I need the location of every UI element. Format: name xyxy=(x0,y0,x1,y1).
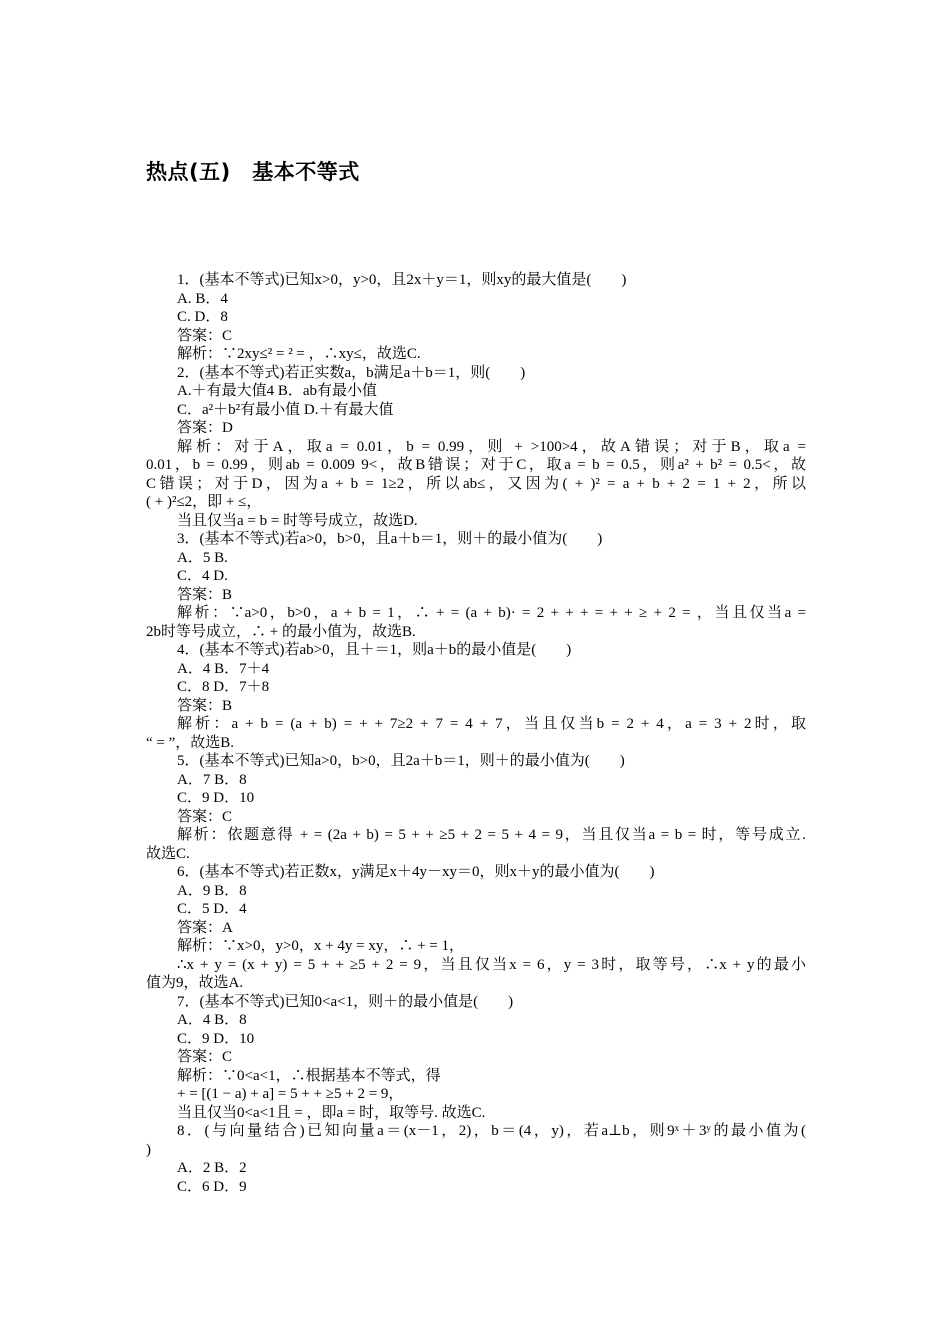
text-line: 答案：B xyxy=(177,586,233,603)
text-line: 答案：A xyxy=(177,919,233,936)
text-line: C．8 D．7＋8 xyxy=(177,679,270,695)
text-line: 0.01，b = 0.99，则ab = 0.009 9<，故B错误；对于C，取a = b = 0.5，则a² + b² = 0.5<，故 xyxy=(146,457,806,473)
text-line: A．4 B．7＋4 xyxy=(177,660,270,677)
text-line: 当且仅当0<a<1且 = ，即a = 时，取等号. 故选C. xyxy=(177,1104,486,1121)
text-line: C错误；对于D，因为a + b = 1≥2，所以ab≤，又因为( + )² = a + b + 2 = 1 + 2，所以 xyxy=(146,475,806,492)
text-line: C．9 D．10 xyxy=(177,1030,255,1047)
text-line: A．7 B．8 xyxy=(177,771,247,788)
text-line: ) xyxy=(146,1141,151,1158)
document-body xyxy=(146,271,806,1196)
text-line: 2b时等号成立，∴ + 的最小值为，故选B. xyxy=(146,623,416,640)
text-line: 答案：C xyxy=(177,1049,233,1065)
text-line: C．5 D．4 xyxy=(177,901,247,917)
text-line: 故选C. xyxy=(146,845,190,862)
text-line: 2．(基本不等式)若正实数a，b满足a＋b＝1，则( ) xyxy=(177,364,526,381)
text-line: + = [(1 − a) + a] = 5 + + ≥5 + 2 = 9， xyxy=(177,1086,404,1102)
text-line: A.＋有最大值4 B．ab有最小值 xyxy=(177,383,377,399)
text-line: 4．(基本不等式)若ab>0，且＋＝1，则a＋b的最小值是( ) xyxy=(177,642,572,658)
text-line: 7．(基本不等式)已知0<a<1，则＋的最小值是( ) xyxy=(177,993,514,1010)
text-line: C．4 D. xyxy=(177,568,228,584)
text-line: A．5 B. xyxy=(177,549,228,566)
text-line: 解析：a + b = (a + b) = + + 7≥2 + 7 = 4 + 7，当且仅当b = 2 + 4，a = 3 + 2时，取 xyxy=(177,716,806,732)
text-line: 当且仅当a = b = 时等号成立，故选D. xyxy=(177,512,418,529)
text-line: 3．(基本不等式)若a>0，b>0，且a＋b＝1，则＋的最小值为( ) xyxy=(177,531,603,547)
text-line: 解析：对于A，取a = 0.01，b = 0.99，则 + >100>4，故A错误；对于B，取a = xyxy=(177,438,806,455)
text-line: “ = ”，故选B. xyxy=(146,734,235,751)
text-line: 5．(基本不等式)已知a>0，b>0，且2a＋b＝1，则＋的最小值为( ) xyxy=(177,753,625,769)
text-line: A．2 B．2 xyxy=(177,1160,247,1176)
text-line: 答案：B xyxy=(177,697,233,714)
text-line: A. B．4 xyxy=(177,290,228,307)
text-line: ( + )²≤2，即 + ≤， xyxy=(146,494,262,510)
text-line: 8．(与向量结合)已知向量a＝(x－1，2)，b＝(4，y)，若a⊥b，则9ˣ＋3ʸ的最小值为( xyxy=(177,1123,806,1139)
page-title: 热点(五) 基本不等式 xyxy=(146,160,360,184)
text-line: A．9 B．8 xyxy=(177,882,247,899)
text-line: 解析：∵0<a<1，∴根据基本不等式，得 xyxy=(177,1067,441,1084)
text-line: 答案：D xyxy=(177,420,233,436)
text-line: C. D．8 xyxy=(177,309,228,325)
text-line: C．a²＋b²有最小值 D.＋有最大值 xyxy=(177,401,394,418)
text-line: 值为9，故选A. xyxy=(146,975,244,991)
text-line: 解析：依题意得 + = (2a + b) = 5 + + ≥5 + 2 = 5 + 4 = 9，当且仅当a = b = 时，等号成立. xyxy=(177,827,806,843)
text-line: 解析：∵x>0，y>0，x + 4y = xy，∴ + = 1， xyxy=(177,938,465,954)
text-line: 6．(基本不等式)若正数x，y满足x＋4y－xy＝0，则x＋y的最小值为( ) xyxy=(177,864,655,880)
text-line: 1．(基本不等式)已知x>0，y>0，且2x＋y＝1，则xy的最大值是( ) xyxy=(177,272,627,288)
text-line: A．4 B．8 xyxy=(177,1012,247,1028)
text-line: 解析：∵2xy≤² = ² = ，∴xy≤，故选C. xyxy=(177,346,421,362)
text-line: C．9 D．10 xyxy=(177,790,255,806)
text-line: 解析：∵a>0，b>0，a + b = 1，∴ + = (a + b)· = 2 + + + = + + ≥ + 2 = ，当且仅当a = xyxy=(177,605,806,621)
text-line: ∴x + y = (x + y) = 5 + + ≥5 + 2 = 9，当且仅当x = 6，y = 3时，取等号，∴x + y的最小 xyxy=(177,956,806,973)
text-line: 答案：C xyxy=(177,808,233,825)
text-line: C．6 D．9 xyxy=(177,1178,247,1195)
text-line: 答案：C xyxy=(177,327,233,344)
